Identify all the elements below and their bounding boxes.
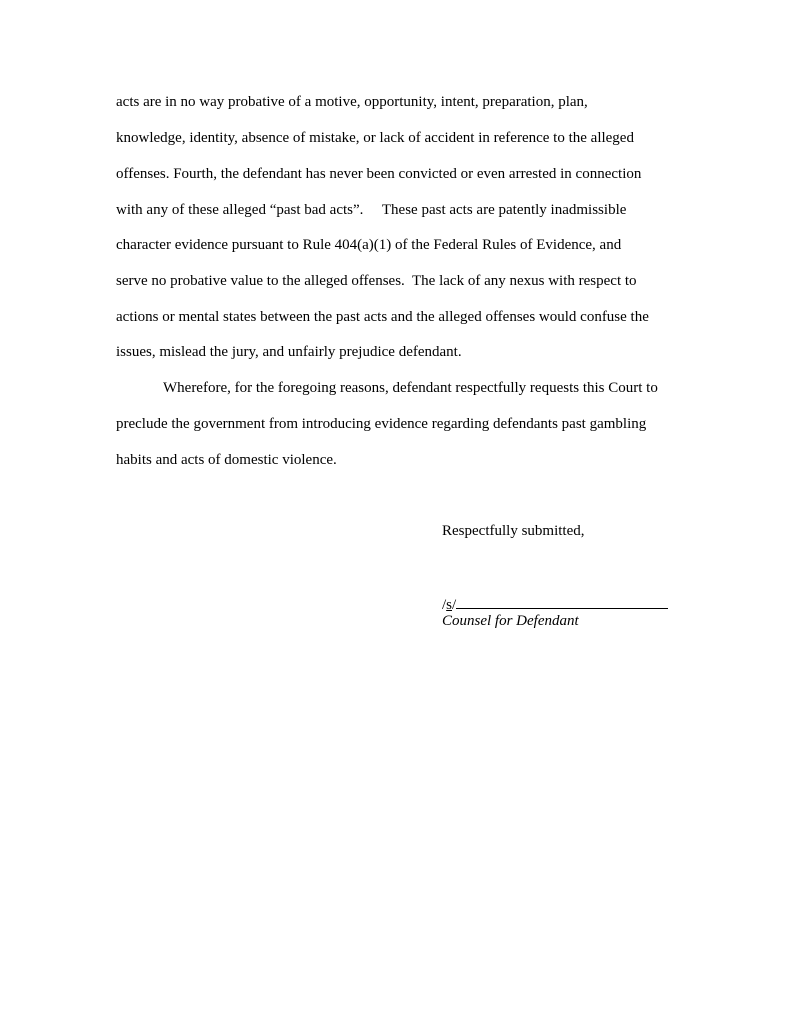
- signature-prefix: /: [442, 597, 447, 613]
- signature-s: s: [446, 597, 453, 613]
- signature-suffix: /: [452, 597, 457, 613]
- paragraph1-line-7: actions or mental states between the past acts and the alleged offenses would confuse the: [116, 309, 649, 325]
- paragraph1-line-3: offenses. Fourth, the defendant has never been convicted or even arrested in connection: [116, 166, 642, 182]
- paragraph1-line-2: knowledge, identity, absence of mistake, or lack of accident in reference to the alleged: [116, 130, 634, 146]
- paragraph1-line-8: issues, mislead the jury, and unfairly prejudice defendant.: [116, 344, 462, 360]
- signatory-name: Counsel for Defendant: [442, 613, 579, 629]
- paragraph1-line-6: serve no probative value to the alleged offenses. The lack of any nexus with respect to: [116, 273, 637, 289]
- paragraph1-line-5: character evidence pursuant to Rule 404(a)(1) of the Federal Rules of Evidence, and: [116, 237, 622, 253]
- paragraph1-line-4: with any of these alleged “past bad acts”. These past acts are patently inadmissible: [116, 202, 627, 218]
- signature-underline: [456, 595, 668, 609]
- paragraph2-line-1: Wherefore, for the foregoing reasons, defendant respectfully requests this Court to: [163, 380, 658, 396]
- paragraph1-line-1: acts are in no way probative of a motive, opportunity, intent, preparation, plan,: [116, 94, 588, 110]
- paragraph2-line-3: habits and acts of domestic violence.: [116, 452, 337, 468]
- paragraph2-line-2: preclude the government from introducing evidence regarding defendants past gambling: [116, 416, 647, 432]
- closing-text: Respectfully submitted,: [442, 523, 585, 539]
